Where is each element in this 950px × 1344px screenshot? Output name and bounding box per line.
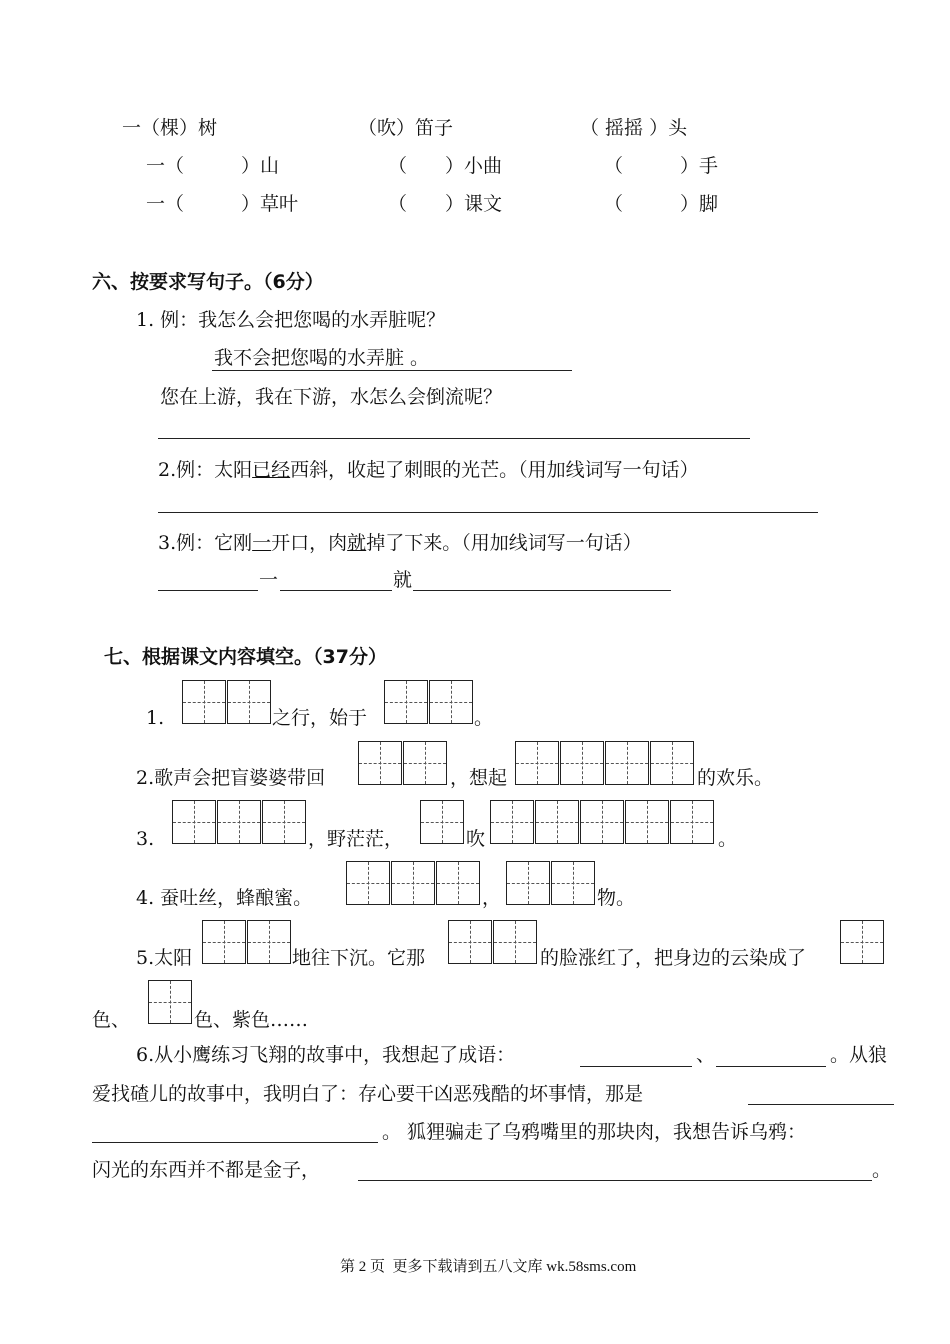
s7-q2-pre: 2.歌声会把盲婆婆带回: [136, 767, 326, 789]
s7-q4-grid-b[interactable]: [506, 861, 596, 905]
section6-q1-answer: 我不会把您喝的水弄脏 。: [214, 347, 430, 369]
s7-q2-mid: ，想起: [450, 767, 508, 789]
s7-q2-grid-a[interactable]: [358, 741, 448, 785]
q3-blank-3[interactable]: [413, 590, 671, 591]
s7-q5-grid-a[interactable]: [202, 920, 292, 964]
section7-title: 七、根据课文内容填空。（37分）: [104, 646, 387, 668]
s7-q3-num: 3.: [136, 828, 155, 850]
measure-row3-c: （ ）脚: [604, 193, 719, 215]
s7-q2-grid-b[interactable]: [515, 741, 695, 785]
q6-blank-4[interactable]: [92, 1142, 378, 1143]
s7-q1-end: 。: [474, 707, 494, 729]
s7-q3-grid-a[interactable]: [172, 800, 307, 844]
q3-blank-2[interactable]: [280, 590, 392, 591]
s7-q1-mid: 之行，始于: [272, 707, 368, 729]
s7-q5-mid1: 地往下沉。它那: [292, 947, 426, 969]
measure-row3-b: （ ）课文: [388, 193, 503, 215]
measure-row1-b: （吹）笛子: [358, 117, 454, 139]
s7-q2-end: 的欢乐。: [697, 767, 774, 789]
s7-q3-mid: ，野茫茫，: [308, 828, 404, 850]
s7-q5-grid-b[interactable]: [448, 920, 538, 964]
s7-q6-line3-end: 。 狐狸骗走了乌鸦嘴里的那块肉，我想告诉乌鸦：: [382, 1121, 807, 1143]
q6-blank-3[interactable]: [748, 1104, 894, 1105]
measure-row2-a: 一（ ）山: [146, 155, 280, 177]
measure-row2-b: （ ）小曲: [388, 155, 503, 177]
q1-answer-underline: [212, 370, 572, 371]
q6-blank-2[interactable]: [716, 1066, 826, 1067]
s7-q4-end: 物。: [597, 887, 636, 909]
q3-blank-word2: 就: [393, 569, 413, 591]
page-footer: 第 2 页 更多下载请到五八文库 wk.58sms.com: [340, 1259, 637, 1275]
q3-blank-word1: 一: [259, 569, 279, 591]
s7-q6-line4-end: 。: [872, 1159, 892, 1181]
s7-q4-mid: ，: [482, 887, 502, 909]
s7-q1-grid-b[interactable]: [384, 680, 474, 724]
measure-row1-c: （ 摇摇 ）头: [580, 117, 688, 139]
section6-title: 六、按要求写句子。（6分）: [92, 271, 324, 293]
s7-q5-pre: 5.太阳: [136, 947, 193, 969]
s7-q5-line2-pre: 色、: [92, 1009, 131, 1031]
section6-q3: 3.例：它刚一开口，肉就掉了下来。（用加线词写一句话）: [158, 532, 642, 554]
s7-q1-grid-a[interactable]: [182, 680, 272, 724]
s7-q5-line2-end: 色、紫色……: [194, 1009, 309, 1031]
q6-blank-5[interactable]: [358, 1180, 872, 1181]
q6-blank-1[interactable]: [580, 1066, 692, 1067]
s7-q1-num: 1.: [146, 707, 165, 729]
s7-q3-grid-b[interactable]: [420, 800, 465, 844]
s7-q3-chui: 吹: [466, 828, 486, 850]
s7-q4-pre: 4. 蚕吐丝，蜂酿蜜。: [136, 887, 313, 909]
s7-q6-line4: 闪光的东西并不都是金子，: [92, 1159, 321, 1181]
q2-answer-blank[interactable]: [158, 512, 818, 513]
measure-row3-a: 一（ ）草叶: [146, 193, 299, 215]
measure-row1-a: 一（棵）树: [122, 117, 218, 139]
s7-q5-grid-d[interactable]: [148, 980, 193, 1024]
q3-blank-1[interactable]: [158, 590, 258, 591]
s7-q5-mid2: 的脸涨红了，把身边的云染成了: [540, 947, 807, 969]
s7-q3-end: 。: [718, 828, 738, 850]
section6-q1-example: 1. 例：我怎么会把您喝的水弄脏呢？: [136, 309, 446, 331]
q1-answer-blank[interactable]: [158, 438, 750, 439]
section6-q2: 2.例：太阳已经西斜，收起了刺眼的光芒。（用加线词写一句话）: [158, 459, 699, 481]
s7-q5-grid-c[interactable]: [840, 920, 885, 964]
s7-q6-line1: 6.从小鹰练习飞翔的故事中，我想起了成语：: [136, 1044, 516, 1066]
section6-q1-prompt: 您在上游，我在下游，水怎么会倒流呢？: [160, 386, 503, 408]
s7-q6-line2: 爱找碴儿的故事中，我明白了：存心要干凶恶残酷的坏事情，那是: [92, 1083, 644, 1105]
s7-q3-grid-c[interactable]: [490, 800, 715, 844]
s7-q6-sep: 、: [696, 1044, 716, 1066]
s7-q6-line1-end: 。从狼: [830, 1044, 888, 1066]
measure-row2-c: （ ）手: [604, 155, 719, 177]
s7-q4-grid-a[interactable]: [346, 861, 481, 905]
